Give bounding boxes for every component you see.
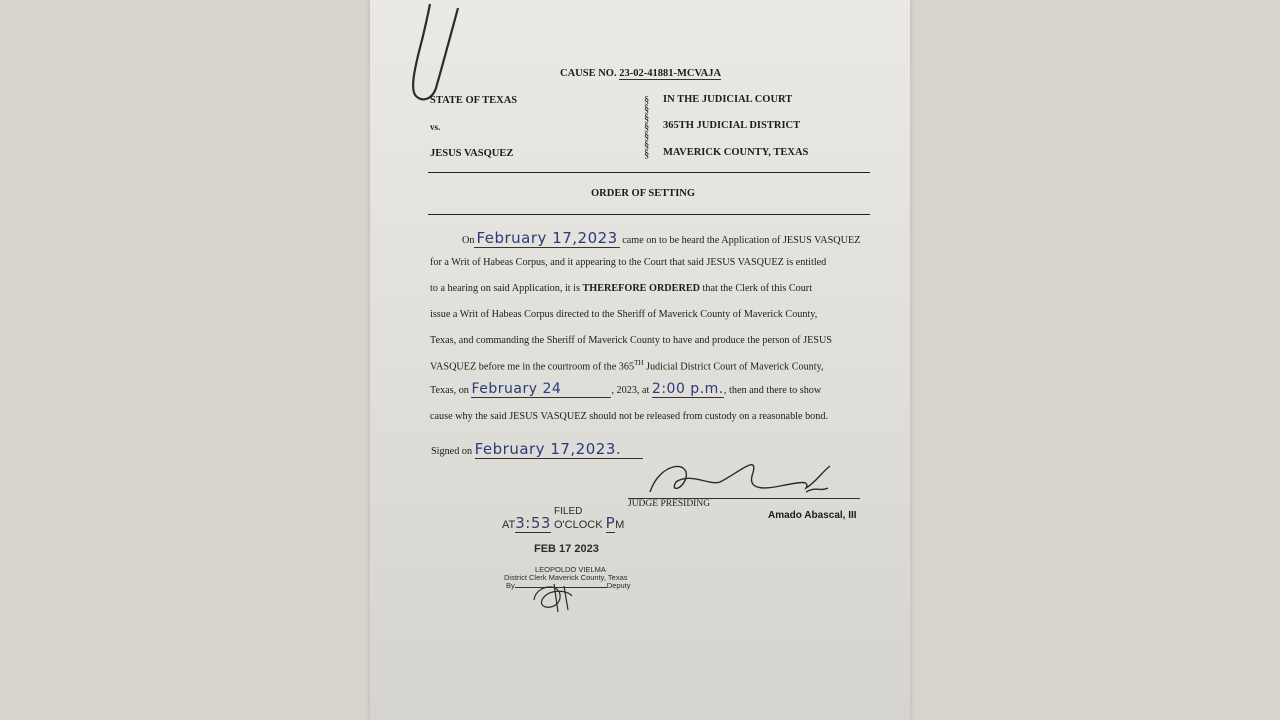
court-order-page <box>370 0 910 720</box>
handwritten-signed-date: February 17,2023. <box>475 440 643 459</box>
stamp-clerk-office: District Clerk Maverick County, Texas <box>504 573 628 582</box>
section-symbol: § <box>644 122 650 133</box>
section-symbol: § <box>644 149 650 160</box>
signed-on: Signed on February 17,2023. <box>431 440 643 459</box>
handwritten-setting-date: February 24 <box>471 381 611 398</box>
body-line-8: cause why the said JESUS VASQUEZ should not be released from custody on a reasonable bond. <box>430 411 828 422</box>
judge-signature-icon <box>630 452 850 504</box>
handwritten-hearing-date: February 17,2023 <box>476 229 618 247</box>
deputy-signature-icon <box>528 580 580 614</box>
body-line-1: On February 17,2023 came on to be heard the Application of JESUS VASQUEZ <box>462 229 861 247</box>
stamp-date: FEB 17 2023 <box>534 543 599 555</box>
judge-name: Amado Abascal, III <box>768 510 857 521</box>
section-symbol: § <box>644 140 650 151</box>
divider-top <box>428 172 870 173</box>
body-line-5: Texas, and commanding the Sheriff of Maverick County to have and produce the person of JESUS <box>430 335 832 346</box>
caption-party-state: STATE OF TEXAS <box>430 95 518 106</box>
section-symbol: § <box>644 113 650 124</box>
cause-number-value: 23-02-41881-MCVAJA <box>619 68 722 79</box>
caption-court: IN THE JUDICIAL COURT <box>663 94 793 105</box>
handwritten-setting-time: 2:00 p.m. <box>651 381 724 397</box>
therefore-ordered: THEREFORE ORDERED <box>582 283 700 294</box>
judge-title: JUDGE PRESIDING <box>628 499 711 509</box>
caption-party-defendant: JESUS VASQUEZ <box>430 148 514 159</box>
body-line-4: issue a Writ of Habeas Corpus directed to the Sheriff of Maverick County of Maverick County, <box>430 309 818 320</box>
body-line-2: for a Writ of Habeas Corpus, and it appearing to the Court that said JESUS VASQUEZ is entitled <box>430 257 827 268</box>
cause-label: CAUSE NO. <box>560 68 617 79</box>
stamp-clerk-name: LEOPOLDO VIELMA <box>535 565 606 574</box>
body-line-7: Texas, on February 24 , 2023, at 2:00 p.m., then and there to show <box>430 381 822 397</box>
section-symbol: § <box>644 95 650 106</box>
body-line-3: to a hearing on said Application, it is THEREFORE ORDERED that the Clerk of this Court <box>430 283 813 294</box>
caption-district: 365TH JUDICIAL DISTRICT <box>663 120 801 131</box>
divider-bottom <box>428 214 870 215</box>
body-line-6: VASQUEZ before me in the courtroom of the 365TH Judicial District Court of Maverick County, <box>430 359 824 373</box>
stamp-filed-time: AT3:53 O'CLOCK PM <box>502 514 625 532</box>
caption-versus: vs. <box>430 122 441 132</box>
caption-county: MAVERICK COUNTY, TEXAS <box>663 147 809 158</box>
section-symbol: § <box>644 131 650 142</box>
stamp-filed: FILED <box>554 506 583 517</box>
section-symbol-column <box>644 96 649 159</box>
cause-number <box>560 68 721 80</box>
paper-clip-icon <box>400 0 470 110</box>
order-title: ORDER OF SETTING <box>591 188 696 199</box>
section-symbol: § <box>644 104 650 115</box>
stamp-by-line: By Deputy <box>506 581 631 590</box>
